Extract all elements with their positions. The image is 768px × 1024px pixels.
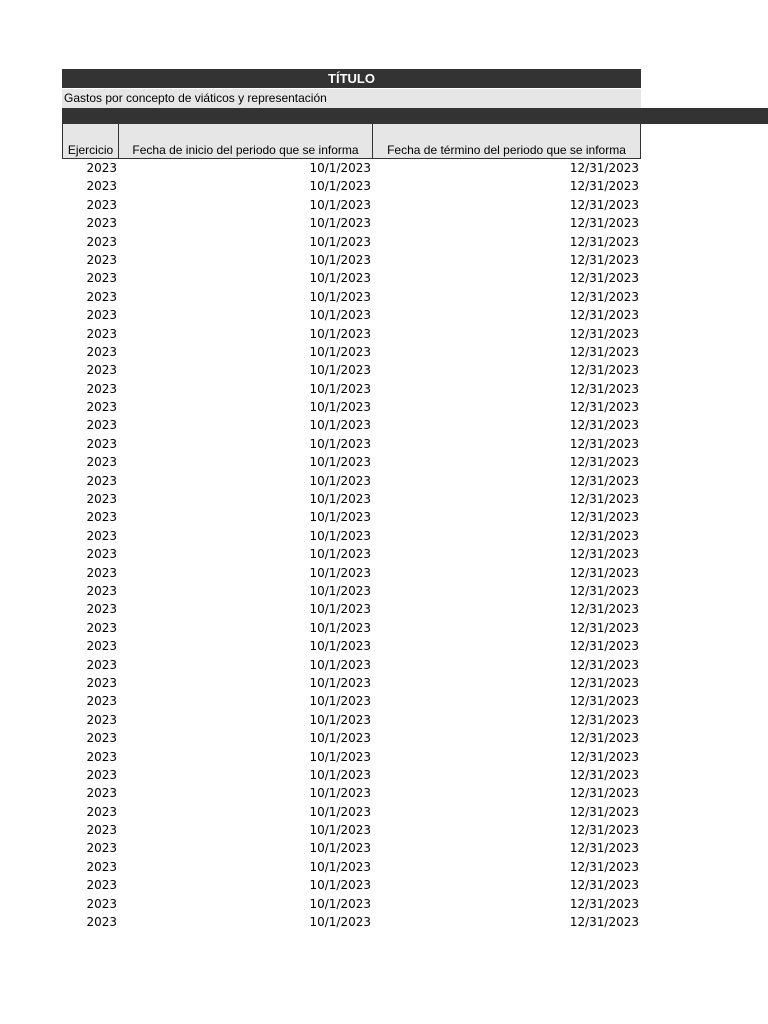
cell-fecha-termino[interactable]: 12/31/2023 [569,308,639,323]
table-row [62,361,641,379]
cell-fecha-termino[interactable]: 12/31/2023 [569,197,639,212]
cell-fecha-inicio[interactable]: 10/1/2023 [309,492,371,507]
cell-ejercicio[interactable]: 2023 [86,197,117,212]
cell-ejercicio[interactable]: 2023 [86,400,117,415]
table-row [62,876,641,894]
table-row [62,913,641,931]
cell-fecha-termino[interactable]: 12/31/2023 [569,712,639,727]
cell-ejercicio[interactable]: 2023 [86,639,117,654]
cell-ejercicio[interactable]: 2023 [86,712,117,727]
cell-fecha-inicio[interactable]: 10/1/2023 [309,363,371,378]
table-row [62,619,641,637]
cell-ejercicio[interactable]: 2023 [86,620,117,635]
column-header-fecha-termino[interactable]: Fecha de término del periodo que se informa [373,124,641,159]
cell-ejercicio[interactable]: 2023 [86,473,117,488]
table-row [62,784,641,802]
table-row [62,325,641,343]
cell-ejercicio[interactable]: 2023 [86,602,117,617]
table-row [62,895,641,913]
table-row [62,398,641,416]
cell-fecha-termino[interactable]: 12/31/2023 [569,381,639,396]
cell-fecha-inicio[interactable]: 10/1/2023 [309,878,371,893]
cell-fecha-termino[interactable]: 12/31/2023 [569,510,639,525]
table-row [62,564,641,582]
cell-fecha-termino[interactable]: 12/31/2023 [569,786,639,801]
data-table-body [62,159,641,931]
cell-fecha-inicio[interactable]: 10/1/2023 [309,657,371,672]
cell-fecha-termino[interactable]: 12/31/2023 [569,823,639,838]
cell-ejercicio[interactable]: 2023 [86,786,117,801]
cell-fecha-inicio[interactable]: 10/1/2023 [309,400,371,415]
column-header-fecha-inicio[interactable]: Fecha de inicio del periodo que se informa [119,124,373,159]
cell-ejercicio[interactable]: 2023 [86,731,117,746]
cell-fecha-termino[interactable]: 12/31/2023 [569,418,639,433]
cell-fecha-termino[interactable]: 12/31/2023 [569,583,639,598]
cell-fecha-inicio[interactable]: 10/1/2023 [309,271,371,286]
table-row [62,343,641,361]
table-row [62,545,641,563]
cell-ejercicio[interactable]: 2023 [86,767,117,782]
cell-fecha-termino[interactable]: 12/31/2023 [569,565,639,580]
cell-fecha-inicio[interactable]: 10/1/2023 [309,841,371,856]
cell-fecha-inicio[interactable]: 10/1/2023 [309,436,371,451]
cell-fecha-inicio[interactable]: 10/1/2023 [309,823,371,838]
cell-ejercicio[interactable]: 2023 [86,841,117,856]
table-row [62,380,641,398]
column-header-row [62,124,641,159]
cell-fecha-termino[interactable]: 12/31/2023 [569,731,639,746]
table-row [62,251,641,269]
cell-fecha-termino[interactable]: 12/31/2023 [569,878,639,893]
cell-fecha-termino[interactable]: 12/31/2023 [569,344,639,359]
cell-fecha-inicio[interactable]: 10/1/2023 [309,731,371,746]
table-row [62,196,641,214]
cell-ejercicio[interactable]: 2023 [86,547,117,562]
cell-ejercicio[interactable]: 2023 [86,455,117,470]
cell-fecha-inicio[interactable]: 10/1/2023 [309,915,371,930]
cell-fecha-inicio[interactable]: 10/1/2023 [309,565,371,580]
cell-fecha-termino[interactable]: 12/31/2023 [569,749,639,764]
table-row [62,306,641,324]
sheet-title: TÍTULO [62,69,641,88]
table-row [62,803,641,821]
cell-ejercicio[interactable]: 2023 [86,915,117,930]
cell-fecha-inicio[interactable]: 10/1/2023 [309,859,371,874]
cell-fecha-termino[interactable]: 12/31/2023 [569,289,639,304]
cell-ejercicio[interactable]: 2023 [86,161,117,175]
table-row [62,269,641,287]
table-row [62,821,641,839]
cell-fecha-inicio[interactable]: 10/1/2023 [309,179,371,194]
cell-fecha-inicio[interactable]: 10/1/2023 [309,197,371,212]
cell-ejercicio[interactable]: 2023 [86,510,117,525]
cell-fecha-inicio[interactable]: 10/1/2023 [309,786,371,801]
table-row [62,711,641,729]
cell-fecha-inicio[interactable]: 10/1/2023 [309,804,371,819]
table-row [62,233,641,251]
cell-fecha-termino[interactable]: 12/31/2023 [569,326,639,341]
cell-ejercicio[interactable]: 2023 [86,326,117,341]
table-row [62,729,641,747]
cell-ejercicio[interactable]: 2023 [86,657,117,672]
cell-fecha-termino[interactable]: 12/31/2023 [569,271,639,286]
cell-ejercicio[interactable]: 2023 [86,308,117,323]
table-row [62,490,641,508]
cell-fecha-inicio[interactable]: 10/1/2023 [309,455,371,470]
cell-fecha-inicio[interactable]: 10/1/2023 [309,583,371,598]
cell-ejercicio[interactable]: 2023 [86,823,117,838]
cell-fecha-inicio[interactable]: 10/1/2023 [309,675,371,690]
cell-ejercicio[interactable]: 2023 [86,694,117,709]
table-row [62,656,641,674]
cell-fecha-termino[interactable]: 12/31/2023 [569,216,639,231]
cell-fecha-termino[interactable]: 12/31/2023 [569,528,639,543]
cell-ejercicio[interactable]: 2023 [86,492,117,507]
cell-fecha-termino[interactable]: 12/31/2023 [569,675,639,690]
cell-ejercicio[interactable]: 2023 [86,179,117,194]
cell-ejercicio[interactable]: 2023 [86,878,117,893]
cell-fecha-termino[interactable]: 12/31/2023 [569,694,639,709]
cell-fecha-inicio[interactable]: 10/1/2023 [309,602,371,617]
table-row [62,692,641,710]
cell-fecha-termino[interactable]: 12/31/2023 [569,252,639,267]
cell-fecha-termino[interactable]: 12/31/2023 [569,179,639,194]
cell-ejercicio[interactable]: 2023 [86,804,117,819]
cell-fecha-inicio[interactable]: 10/1/2023 [309,381,371,396]
cell-ejercicio[interactable]: 2023 [86,436,117,451]
table-row [62,453,641,471]
table-row [62,214,641,232]
cell-ejercicio[interactable]: 2023 [86,289,117,304]
cell-fecha-inicio[interactable]: 10/1/2023 [309,418,371,433]
cell-fecha-termino[interactable]: 12/31/2023 [569,804,639,819]
cell-fecha-inicio[interactable]: 10/1/2023 [309,767,371,782]
cell-ejercicio[interactable]: 2023 [86,216,117,231]
cell-fecha-inicio[interactable]: 10/1/2023 [309,161,371,175]
cell-fecha-inicio[interactable]: 10/1/2023 [309,252,371,267]
table-row [62,766,641,784]
cell-ejercicio[interactable]: 2023 [86,418,117,433]
table-row [62,839,641,857]
cell-fecha-inicio[interactable]: 10/1/2023 [309,289,371,304]
cell-fecha-inicio[interactable]: 10/1/2023 [309,216,371,231]
table-row [62,582,641,600]
cell-fecha-termino[interactable]: 12/31/2023 [569,455,639,470]
table-row [62,177,641,195]
cell-fecha-inicio[interactable]: 10/1/2023 [309,639,371,654]
cell-ejercicio[interactable]: 2023 [86,381,117,396]
cell-ejercicio[interactable]: 2023 [86,565,117,580]
table-row [62,527,641,545]
cell-fecha-inicio[interactable]: 10/1/2023 [309,308,371,323]
table-row [62,435,641,453]
cell-fecha-termino[interactable]: 12/31/2023 [569,915,639,930]
cell-fecha-inicio[interactable]: 10/1/2023 [309,896,371,911]
cell-fecha-termino[interactable]: 12/31/2023 [569,620,639,635]
table-row [62,858,641,876]
cell-ejercicio[interactable]: 2023 [86,859,117,874]
table-row [62,416,641,434]
cell-fecha-termino[interactable]: 12/31/2023 [569,473,639,488]
cell-fecha-termino[interactable]: 12/31/2023 [569,547,639,562]
cell-ejercicio[interactable]: 2023 [86,583,117,598]
table-row [62,508,641,526]
cell-ejercicio[interactable]: 2023 [86,271,117,286]
cell-ejercicio[interactable]: 2023 [86,675,117,690]
cell-fecha-termino[interactable]: 12/31/2023 [569,841,639,856]
cell-fecha-termino[interactable]: 12/31/2023 [569,400,639,415]
cell-fecha-inicio[interactable]: 10/1/2023 [309,234,371,249]
table-row [62,637,641,655]
cell-fecha-termino[interactable]: 12/31/2023 [569,161,639,175]
cell-ejercicio[interactable]: 2023 [86,252,117,267]
table-row [62,472,641,490]
sheet-subtitle: Gastos por concepto de viáticos y representación [62,89,641,108]
cell-fecha-termino[interactable]: 12/31/2023 [569,657,639,672]
cell-fecha-inicio[interactable]: 10/1/2023 [309,528,371,543]
cell-fecha-inicio[interactable]: 10/1/2023 [309,473,371,488]
cell-fecha-termino[interactable]: 12/31/2023 [569,363,639,378]
cell-fecha-inicio[interactable]: 10/1/2023 [309,344,371,359]
table-row [62,600,641,618]
cell-fecha-termino[interactable]: 12/31/2023 [569,234,639,249]
table-row [62,674,641,692]
column-header-ejercicio[interactable]: Ejercicio [62,124,119,159]
cell-ejercicio[interactable]: 2023 [86,528,117,543]
cell-fecha-inicio[interactable]: 10/1/2023 [309,510,371,525]
cell-fecha-termino[interactable]: 12/31/2023 [569,492,639,507]
cell-fecha-inicio[interactable]: 10/1/2023 [309,749,371,764]
cell-fecha-inicio[interactable]: 10/1/2023 [309,712,371,727]
cell-fecha-termino[interactable]: 12/31/2023 [569,436,639,451]
cell-fecha-inicio[interactable]: 10/1/2023 [309,694,371,709]
cell-fecha-inicio[interactable]: 10/1/2023 [309,620,371,635]
cell-ejercicio[interactable]: 2023 [86,896,117,911]
cell-fecha-termino[interactable]: 12/31/2023 [569,767,639,782]
cell-ejercicio[interactable]: 2023 [86,234,117,249]
table-row [62,159,641,177]
cell-fecha-termino[interactable]: 12/31/2023 [569,602,639,617]
table-row [62,288,641,306]
table-row [62,748,641,766]
cell-ejercicio[interactable]: 2023 [86,749,117,764]
cell-fecha-inicio[interactable]: 10/1/2023 [309,326,371,341]
cell-fecha-inicio[interactable]: 10/1/2023 [309,547,371,562]
cell-ejercicio[interactable]: 2023 [86,363,117,378]
cell-fecha-termino[interactable]: 12/31/2023 [569,896,639,911]
cell-fecha-termino[interactable]: 12/31/2023 [569,859,639,874]
cell-ejercicio[interactable]: 2023 [86,344,117,359]
cell-fecha-termino[interactable]: 12/31/2023 [569,639,639,654]
header-band [62,108,768,124]
